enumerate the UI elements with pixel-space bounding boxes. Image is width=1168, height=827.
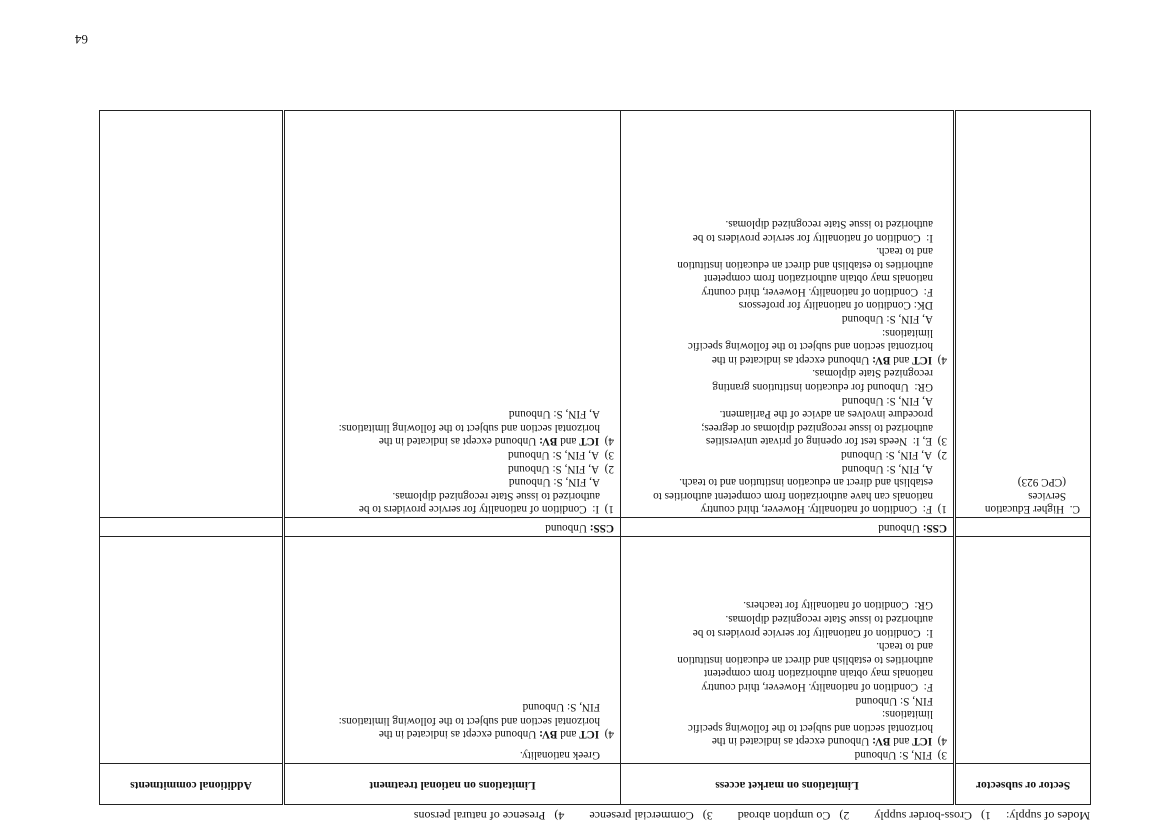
- mode-2: 2) Co umption abroad: [737, 809, 850, 823]
- market-access-cell: 3) FIN, S: Unbound 4) ICT and BV: Unbound except as indicated in the horizontal section and subject to the following specific limitations: FIN, S: Unbound F: Condition of nationality. However, third country nationals may obtain authorization from competent authorities to establish and direct an education institution and to teach. I: Condition of nationality for service providers to be authorized to issue State recognized diplomas. GR: Condition of nationality for teachers.: [621, 537, 955, 764]
- sector-cell-higher-education: C. Higher Education Services (CPC 923): [955, 111, 1091, 518]
- header-sector: Sector or subsector: [955, 764, 1091, 805]
- table-row: [100, 518, 1091, 537]
- commitments-table: [99, 110, 1091, 805]
- additional-cell: [100, 518, 284, 537]
- additional-cell: [100, 111, 284, 518]
- mode-1: 1) Cross-border supply: [874, 809, 991, 823]
- market-access-cell: 1) F: Condition of nationality. However, third country nationals can have authorization from competent authorities to establish and direct an education institution and to teach. A, FIN, S: Unbound 2) A, FIN, S: Unbound 3) E, I: Needs test for opening of private universities authorized to issue recognized diplomas or degrees; procedure involves an advice of the Parliament. A, FIN, S: Unbound GR: Unbound for education institutions granting recognized State diplomas. 4) ICT and BV: Unbound except as indicated in the horizontal section and subject to the following specific limitations: A, FIN, S: Unbound DK: Condition of nationality for professors F: Condition of nationality. However, third country nationals may obtain authorization from competent authorities to establish and direct an education institution and to teach. I: Condition of nationality for service providers to be authorized to issue State recognized diplomas.: [621, 111, 955, 518]
- national-treatment-cell: 1) I: Condition of nationality for service providers to be authorized to issue State recognized diplomas. A, FIN, S: Unbound 2) A, FIN, S: Unbound 3) A, FIN, S: Unbound 4) ICT and BV: Unbound except as indicated in the horizontal section and subject to the following limitations: A, FIN, S: Unbound: [284, 111, 621, 518]
- page-number: 64: [75, 32, 88, 47]
- market-access-css: CSS: Unbound: [621, 518, 955, 537]
- additional-cell: [100, 537, 284, 764]
- header-additional: Additional commitments: [100, 764, 284, 805]
- sector-cell: [955, 518, 1091, 537]
- table-row: [100, 111, 1091, 518]
- modes-label: Modes of supply:: [1006, 809, 1090, 823]
- mode-3: 3) Commercial presence: [589, 809, 713, 823]
- table-row: [100, 537, 1091, 764]
- modes-of-supply: [392, 808, 1090, 823]
- sector-cell: [955, 537, 1091, 764]
- mode-4: 4) Presence of natural persons: [413, 809, 565, 823]
- header-row: [100, 764, 1091, 805]
- national-treatment-css: CSS: Unbound: [284, 518, 621, 537]
- header-market-access: Limitations on market access: [621, 764, 955, 805]
- national-treatment-cell: Greek nationality. 4) ICT and BV: Unbound except as indicated in the horizontal section and subject to the following limitations: FIN, S: Unbound: [284, 537, 621, 764]
- header-national-treatment: Limitations on national treatment: [284, 764, 621, 805]
